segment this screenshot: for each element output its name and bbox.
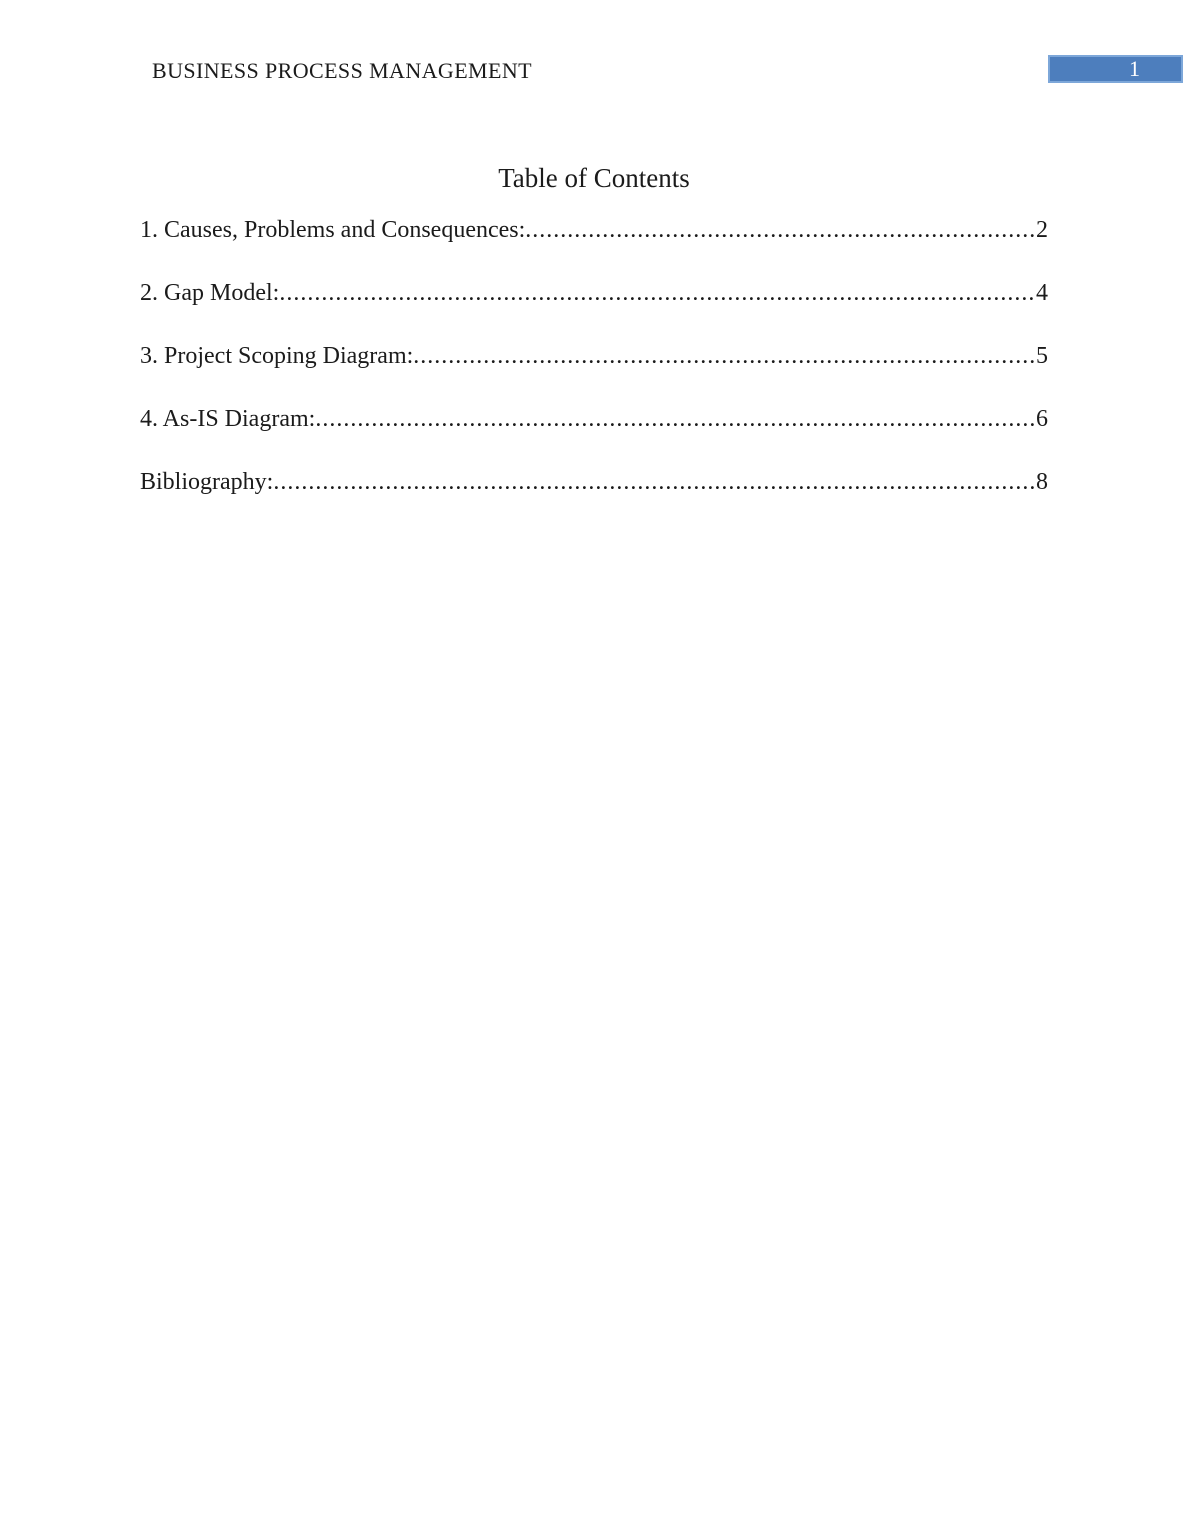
page-number-box xyxy=(1048,55,1183,83)
toc-leader-dots xyxy=(315,404,1036,434)
toc-entry-label: Bibliography: xyxy=(140,469,274,495)
page-number: 1 xyxy=(1129,56,1140,81)
toc-entry-label: 1. Causes, Problems and Consequences: xyxy=(140,217,526,243)
toc-entry[interactable] xyxy=(140,278,1048,308)
toc-leader-dots xyxy=(413,341,1036,371)
toc-entry-page: 2 xyxy=(1036,217,1048,243)
document-header-title: BUSINESS PROCESS MANAGEMENT xyxy=(152,58,532,83)
toc-entry[interactable] xyxy=(140,404,1048,434)
document-content xyxy=(140,0,1048,530)
toc-entry-page: 5 xyxy=(1036,343,1048,369)
toc-entry[interactable] xyxy=(140,215,1048,245)
toc-leader-dots xyxy=(525,215,1036,245)
toc-entry[interactable] xyxy=(140,341,1048,371)
toc-entry-page: 4 xyxy=(1036,280,1048,306)
toc-entry-label: 4. As-IS Diagram: xyxy=(140,406,316,432)
toc-leader-dots xyxy=(273,467,1036,497)
toc-leader-dots xyxy=(279,278,1036,308)
toc-entry-label: 2. Gap Model: xyxy=(140,280,280,306)
toc-entry-page: 6 xyxy=(1036,406,1048,432)
toc-entry-page: 8 xyxy=(1036,469,1048,495)
toc-entry-label: 3. Project Scoping Diagram: xyxy=(140,343,414,369)
toc-list xyxy=(140,215,1048,497)
toc-entry[interactable] xyxy=(140,467,1048,497)
toc-title: Table of Contents xyxy=(498,163,690,193)
